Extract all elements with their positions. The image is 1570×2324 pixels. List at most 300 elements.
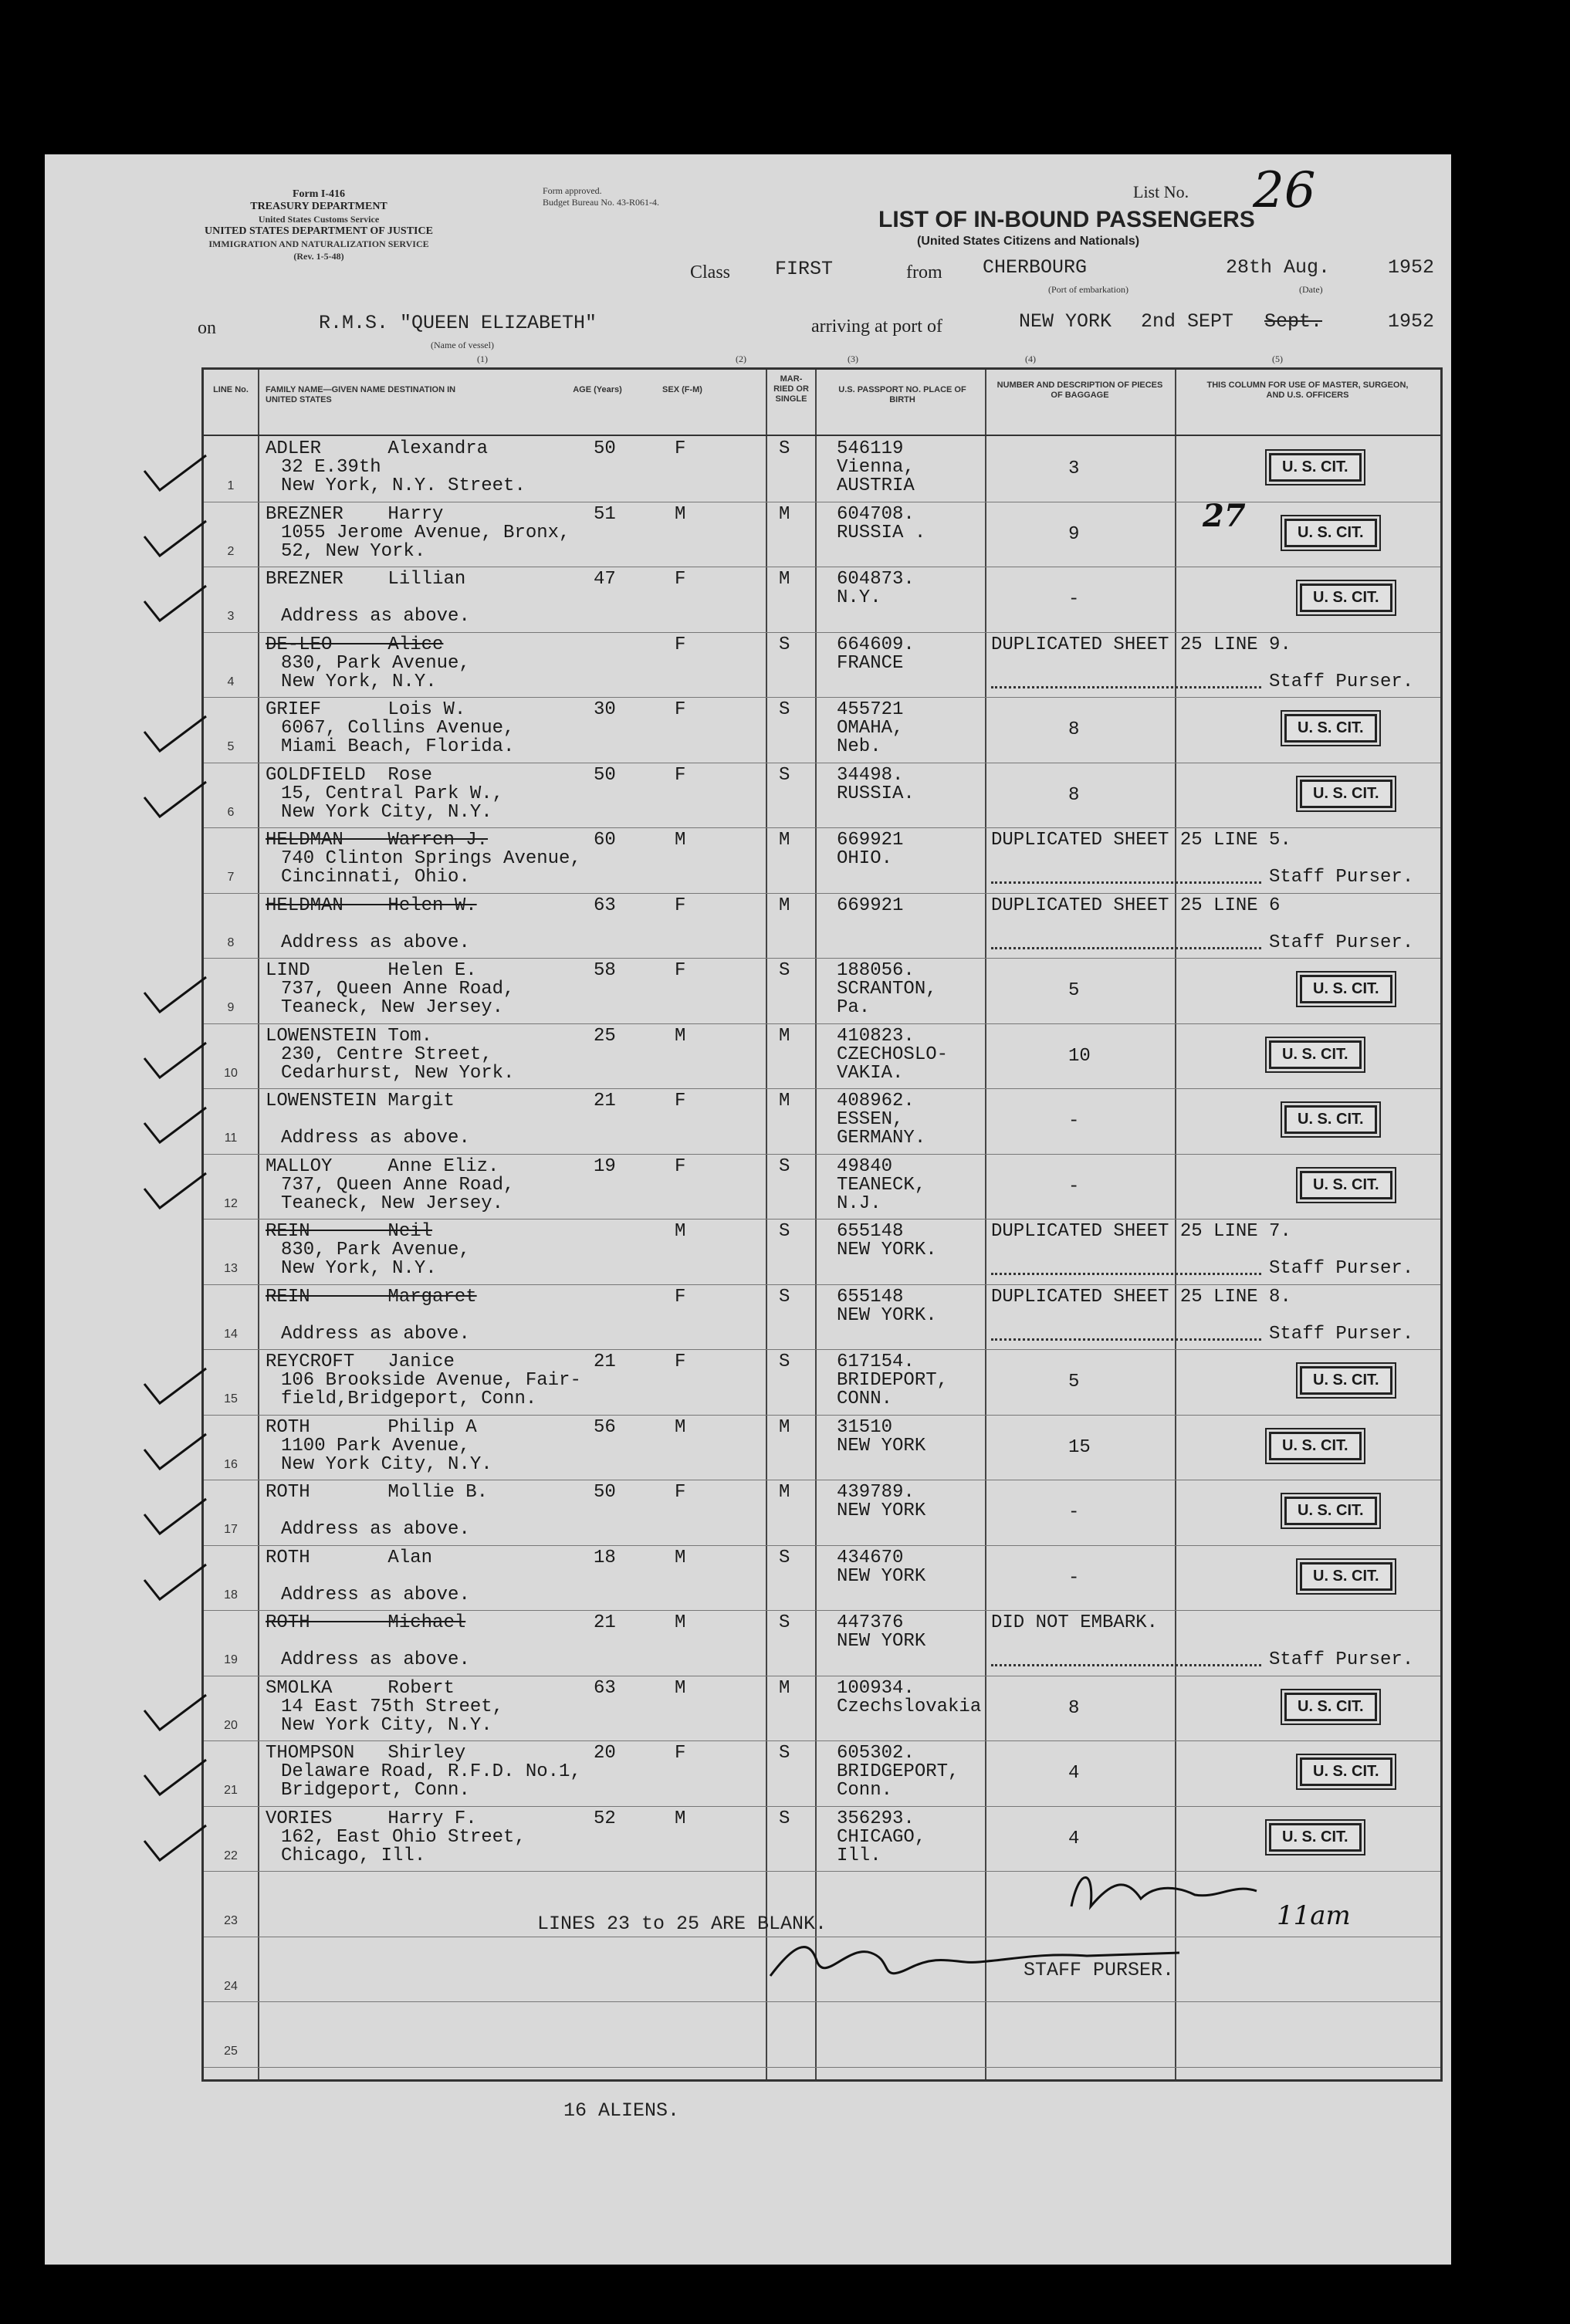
marital-status: M [779,503,790,525]
baggage-count: 8 [1068,719,1080,740]
dotted-leader [991,686,1261,688]
address-line-2: Teaneck, New Jersey. [281,1192,504,1214]
marital-status: S [779,764,790,786]
passenger-name: HELDMAN Warren J. [266,830,489,851]
check-mark [140,1039,210,1081]
form-number: Form I-416 [292,188,346,200]
line-number: 7 [227,871,235,884]
marital-status: S [779,1221,790,1242]
address-line-1: 15, Central Park W., [281,783,504,804]
place-of-birth-2: CONN. [837,1389,893,1409]
table-row [204,1545,1440,1610]
marital-status: M [779,1091,790,1111]
place-of-birth: NEW YORK. [837,1304,937,1326]
passport-number: 664609. [837,634,915,655]
justice-label: UNITED STATES DEPARTMENT OF JUSTICE [205,225,433,237]
us-citizen-stamp: U. S. CIT. [1269,1432,1362,1460]
arrival-port: NEW YORK [1019,310,1112,333]
passenger-name: REYCROFT Janice [266,1351,455,1372]
col-line-no: LINE No. [213,385,249,394]
address-line-1: 830, Park Avenue, [281,1240,470,1260]
ins-label: IMMIGRATION AND NATURALIZATION SERVICE [208,238,429,249]
place-of-birth-2: GERMANY. [837,1128,926,1148]
table-row [204,1740,1440,1805]
baggage-count: 5 [1068,1372,1080,1392]
address-line-1: 106 Brookside Avenue, Fair- [281,1370,581,1391]
line-number: 12 [224,1196,238,1210]
line-number: 21 [224,1784,238,1797]
place-of-birth: N.Y. [837,587,881,608]
table-row [204,1023,1440,1088]
passenger-name: DE-LEO Alice [266,634,444,655]
passenger-age: 25 [594,1025,616,1047]
passenger-age: 21 [594,1612,616,1633]
passport-number: 408962. [837,1091,915,1111]
table-row [204,567,1440,631]
passenger-name: HELDMAN Helen W. [266,895,477,916]
purser-signature [763,1930,1195,1991]
marital-status: S [779,1155,790,1177]
baggage-count: 9 [1068,523,1080,545]
col-passport: U.S. PASSPORT NO. PLACE OF BIRTH [838,385,966,404]
passport-number: 617154. [837,1351,915,1372]
passenger-sex: M [675,830,686,851]
duplicate-note: DUPLICATED SHEET 25 LINE 7. [991,1221,1291,1242]
marital-status: M [779,1025,790,1047]
passenger-sex: M [675,1416,686,1438]
budget-label: Budget Bureau No. 43-R061-4. [543,197,659,208]
line-number: 25 [224,2045,238,2058]
col-number-5: (5) [1272,354,1283,364]
place-of-birth: FRANCE [837,652,904,674]
us-citizen-stamp: U. S. CIT. [1300,1366,1392,1395]
passenger-age: 50 [594,1482,616,1503]
passenger-sex: F [675,960,686,981]
address-line-1: 6067, Collins Avenue, [281,718,515,739]
place-of-birth: BRIDGEPORT, [837,1761,959,1782]
place-of-birth: CHICAGO, [837,1826,926,1848]
table-row [204,1415,1440,1480]
table-row [204,958,1440,1023]
staff-purser-note: Staff Purser. [1269,932,1414,953]
passport-number: 434670 [837,1547,904,1568]
address-line-1: 162, East Ohio Street, [281,1826,526,1848]
line-number: 4 [227,675,235,688]
table-row [204,697,1440,762]
passenger-age: 63 [594,1677,616,1699]
col-age: AGE (Years) [573,385,622,394]
table-row [204,632,1440,697]
staff-purser-note: Staff Purser. [1269,671,1414,692]
passenger-name: REIN Neil [266,1221,433,1242]
table-row [204,1284,1440,1349]
line-number: 9 [227,1001,235,1014]
baggage-count: 3 [1068,458,1080,479]
place-of-birth-2: VAKIA. [837,1062,904,1084]
marital-status: S [779,1612,790,1633]
passenger-name: ROTH Michael [266,1612,466,1633]
passenger-name: ROTH Alan [266,1547,433,1568]
address-line-2: Bridgeport, Conn. [281,1780,470,1801]
baggage-count: - [1068,1176,1080,1197]
vessel-name: R.M.S. "QUEEN ELIZABETH" [319,312,597,334]
us-citizen-stamp: U. S. CIT. [1269,1040,1362,1069]
staff-purser-note: Staff Purser. [1269,1258,1414,1279]
address-line-2: 52, New York. [281,540,426,562]
check-mark [140,778,210,820]
address-line-2: Chicago, Ill. [281,1845,426,1866]
address-line-2: Address as above. [281,1128,470,1148]
check-mark [140,1495,210,1537]
treasury-label: TREASURY DEPARTMENT [250,201,387,212]
on-label: on [198,318,216,338]
passenger-name: THOMPSON Shirley [266,1743,466,1764]
marital-status: M [779,569,790,590]
passport-number: 188056. [837,960,915,981]
us-citizen-stamp: U. S. CIT. [1300,584,1392,612]
passenger-age: 21 [594,1351,616,1372]
handwritten-count: 27 [1203,498,1246,534]
us-citizen-stamp: U. S. CIT. [1300,1171,1392,1199]
marital-status: M [779,830,790,851]
from-label: from [906,262,942,282]
place-of-birth: CZECHOSLO- [837,1044,949,1065]
address-line-2: New York, N.Y. Street. [281,475,526,496]
dotted-leader [991,1338,1261,1341]
marital-status: S [779,438,790,459]
check-mark [140,582,210,624]
address-line-2: New York, N.Y. [281,671,437,692]
place-of-birth: BRIDEPORT, [837,1370,949,1391]
dotted-leader [991,881,1261,884]
table-row [204,436,1440,501]
passenger-name: VORIES Harry F. [266,1808,477,1829]
check-mark [140,1365,210,1407]
us-citizen-stamp: U. S. CIT. [1300,975,1392,1003]
place-of-birth-2: Neb. [837,736,881,757]
place-of-birth: NEW YORK [837,1435,926,1456]
duplicate-note: DUPLICATED SHEET 25 LINE 5. [991,830,1291,851]
marital-status: S [779,699,790,720]
address-line-1: Delaware Road, R.F.D. No.1, [281,1761,581,1782]
us-citizen-stamp: U. S. CIT. [1269,1823,1362,1852]
passenger-sex: M [675,503,686,525]
col-officers: THIS COLUMN FOR USE OF MASTER, SURGEON, AND U.S. OFFICERS [1206,381,1409,400]
line-number: 11 [224,1132,238,1145]
port-of-embarkation: CHERBOURG [983,256,1088,279]
col-sex: SEX (F-M) [662,385,702,394]
place-of-birth: NEW YORK. [837,1240,937,1260]
place-of-birth: NEW YORK [837,1500,926,1521]
table-row [204,2001,1440,2066]
passport-number: 604873. [837,569,915,590]
passenger-sex: F [675,1743,686,1764]
passenger-sex: M [675,1677,686,1699]
passport-number: 447376 [837,1612,904,1633]
col-number-2: (2) [736,354,746,364]
baggage-count: 10 [1068,1045,1091,1067]
passenger-age: 20 [594,1743,616,1764]
us-citizen-stamp: U. S. CIT. [1300,780,1392,808]
baggage-count: - [1068,1502,1080,1523]
address-line-2: Address as above. [281,1519,470,1540]
passenger-name: GRIEF Lois W. [266,699,466,720]
marital-status: S [779,1351,790,1372]
passenger-age: 56 [594,1416,616,1438]
row-divider [204,2067,1440,2068]
check-mark [140,1561,210,1603]
form-agency-block [195,188,442,262]
place-of-birth-2: Ill. [837,1845,881,1866]
place-of-birth-2: N.J. [837,1192,881,1214]
baggage-count: - [1068,1567,1080,1588]
address-line-1: 740 Clinton Springs Avenue, [281,848,581,869]
marital-status: S [779,1547,790,1568]
check-mark [140,712,210,755]
marital-status: S [779,1808,790,1829]
arrival-date: 2nd SEPT [1141,310,1234,333]
list-number-label: List No. [1133,182,1189,201]
passenger-sex: F [675,569,686,590]
passport-number: 605302. [837,1743,915,1764]
line-number: 22 [224,1849,238,1862]
address-line-2: New York, N.Y. [281,1258,437,1279]
passenger-sex: F [675,1286,686,1307]
baggage-count: 4 [1068,1828,1080,1849]
passenger-sex: F [675,699,686,720]
passenger-name: LOWENSTEIN Margit [266,1091,455,1111]
baggage-count: 15 [1068,1436,1091,1458]
passenger-name: BREZNER Lillian [266,569,466,590]
passport-number: 439789. [837,1482,915,1503]
dotted-leader [991,1664,1261,1666]
list-number: 26 [1253,162,1316,219]
passenger-name: LIND Helen E. [266,960,477,981]
passport-number: 655148 [837,1221,904,1242]
passport-number: 356293. [837,1808,915,1829]
place-of-birth-2: AUSTRIA [837,475,915,496]
passenger-name: LOWENSTEIN Tom. [266,1025,433,1047]
staff-purser-note: Staff Purser. [1269,867,1414,888]
duplicate-note: DID NOT EMBARK. [991,1612,1159,1633]
aliens-count: 16 ALIENS. [563,2099,680,2122]
passenger-sex: M [675,1025,686,1047]
place-of-birth: NEW YORK [837,1631,926,1652]
line-number: 14 [224,1327,238,1341]
departure-date: 28th Aug. [1226,256,1331,279]
blank-lines-note: LINES 23 to 25 ARE BLANK. [537,1913,827,1935]
check-mark [140,1104,210,1146]
place-of-birth-2: Conn. [837,1780,893,1801]
col-baggage: NUMBER AND DESCRIPTION OF PIECES OF BAGGAGE [996,381,1163,400]
line-number: 18 [224,1588,238,1602]
line-number: 16 [224,1457,238,1471]
passenger-age: 18 [594,1547,616,1568]
passenger-name: ADLER Alexandra [266,438,489,459]
place-of-birth: Vienna, [837,457,915,478]
us-citizen-stamp: U. S. CIT. [1284,1693,1377,1721]
passenger-sex: F [675,895,686,916]
passenger-sex: F [675,1091,686,1111]
us-citizen-stamp: U. S. CIT. [1300,1562,1392,1591]
duplicate-note: DUPLICATED SHEET 25 LINE 6 [991,895,1281,916]
marital-status: S [779,634,790,655]
place-of-birth: TEANECK, [837,1174,926,1196]
place-of-birth: SCRANTON, [837,979,937,1000]
table-row [204,763,1440,827]
passenger-sex: M [675,1808,686,1829]
check-mark [140,1430,210,1473]
revision-label: (Rev. 1-5-48) [293,251,344,262]
line-number: 1 [227,479,235,492]
passenger-name: REIN Margaret [266,1286,477,1307]
place-of-birth: RUSSIA. [837,783,915,804]
passenger-name: ROTH Mollie B. [266,1482,489,1503]
marital-status: M [779,1482,790,1503]
baggage-count: 5 [1068,980,1080,1001]
passenger-age: 63 [594,895,616,916]
baggage-count: 8 [1068,1697,1080,1719]
arrival-year: 1952 [1388,310,1435,333]
address-line-1: 14 East 75th Street, [281,1696,504,1717]
table-row [204,502,1440,567]
address-line-2: Address as above. [281,606,470,627]
check-mark [140,1822,210,1864]
baggage-count: 4 [1068,1763,1080,1784]
staff-purser-note: Staff Purser. [1269,1649,1414,1670]
passenger-sex: F [675,1351,686,1372]
staff-purser-note: Staff Purser. [1269,1323,1414,1345]
address-line-2: Teaneck, New Jersey. [281,997,504,1018]
baggage-count: - [1068,1111,1080,1132]
embarkation-caption: (Port of embarkation) [1048,284,1128,295]
address-line-2: Cedarhurst, New York. [281,1062,515,1084]
address-line-2: Address as above. [281,1584,470,1605]
address-line-1: 1100 Park Avenue, [281,1435,470,1456]
line-number: 19 [224,1653,238,1666]
address-line-2: Address as above. [281,932,470,953]
class-value: FIRST [775,258,834,280]
line-number: 8 [227,935,235,949]
check-mark [140,452,210,494]
check-mark [140,1691,210,1734]
passport-number: 31510 [837,1416,893,1438]
table-row [204,1480,1440,1544]
line-number: 15 [224,1392,238,1406]
line-number: 20 [224,1718,238,1732]
place-of-birth: NEW YORK [837,1565,926,1587]
passenger-name: GOLDFIELD Rose [266,764,433,786]
passport-number: 49840 [837,1155,893,1177]
dotted-leader [991,1273,1261,1275]
baggage-count: 8 [1068,784,1080,806]
approved-label: Form approved. [543,185,602,196]
table-row [204,1676,1440,1740]
us-citizen-stamp: U. S. CIT. [1269,453,1362,482]
address-line-2: Address as above. [281,1649,470,1670]
table-row [204,1154,1440,1219]
address-line-2: Cincinnati, Ohio. [281,867,470,888]
passport-number: 669921 [837,895,904,916]
line-number: 3 [227,610,235,623]
table-row [204,1610,1440,1675]
col-number-4: (4) [1025,354,1036,364]
place-of-birth: Czechslovakia [837,1696,982,1717]
line-number: 13 [224,1262,238,1275]
address-line-2: New York City, N.Y. [281,801,492,823]
marital-status: S [779,1286,790,1307]
class-label: Class [690,262,731,282]
passport-number: 34498. [837,764,904,786]
line-number: 2 [227,544,235,558]
departure-year: 1952 [1388,256,1435,279]
passenger-sex: M [675,1547,686,1568]
passenger-age: 19 [594,1155,616,1177]
marital-status: M [779,1416,790,1438]
us-citizen-stamp: U. S. CIT. [1284,1497,1377,1525]
passenger-name: SMOLKA Robert [266,1677,455,1699]
document-subtitle: (United States Citizens and Nationals) [917,235,1140,248]
passport-number: 669921 [837,830,904,851]
passenger-age: 47 [594,569,616,590]
passenger-age: 21 [594,1091,616,1111]
line-number: 5 [227,740,235,753]
passport-number: 604708. [837,503,915,525]
address-line-1: 737, Queen Anne Road, [281,979,515,1000]
line-number: 17 [224,1523,238,1536]
passenger-sex: F [675,438,686,459]
marital-status: S [779,1743,790,1764]
table-row [204,1088,1440,1153]
address-line-2: Address as above. [281,1323,470,1345]
passport-number: 410823. [837,1025,915,1047]
table-row [204,893,1440,958]
passenger-age: 50 [594,438,616,459]
address-line-2: New York City, N.Y. [281,1714,492,1736]
address-line-1: 830, Park Avenue, [281,652,470,674]
check-mark [140,517,210,560]
passport-number: 655148 [837,1286,904,1307]
passenger-sex: F [675,1155,686,1177]
place-of-birth: RUSSIA . [837,522,926,543]
col-number-1: (1) [477,354,488,364]
marital-status: M [779,895,790,916]
passenger-age: 30 [594,699,616,720]
address-line-1: 737, Queen Anne Road, [281,1174,515,1196]
table-row [204,1349,1440,1414]
passenger-age: 50 [594,764,616,786]
passenger-name: ROTH Philip A [266,1416,477,1438]
place-of-birth: OHIO. [837,848,893,869]
passenger-age: 51 [594,503,616,525]
handwritten-time: 11am [1277,1900,1351,1931]
table-row [204,1219,1440,1284]
line-number: 24 [224,1979,238,1993]
col-name: FAMILY NAME—GIVEN NAME DESTINATION IN UNITED STATES [266,385,456,404]
address-line-1: 230, Centre Street, [281,1044,492,1065]
marital-status: S [779,960,790,981]
line-number: 10 [224,1066,238,1080]
passenger-age: 52 [594,1808,616,1829]
passenger-sex: F [675,634,686,655]
passenger-manifest-page [45,154,1451,2265]
date-caption: (Date) [1299,284,1323,295]
passenger-age: 58 [594,960,616,981]
passenger-name: BREZNER Harry [266,503,444,525]
line-number: 23 [224,1914,238,1927]
us-citizen-stamp: U. S. CIT. [1300,1757,1392,1786]
customs-label: United States Customs Service [258,214,380,225]
